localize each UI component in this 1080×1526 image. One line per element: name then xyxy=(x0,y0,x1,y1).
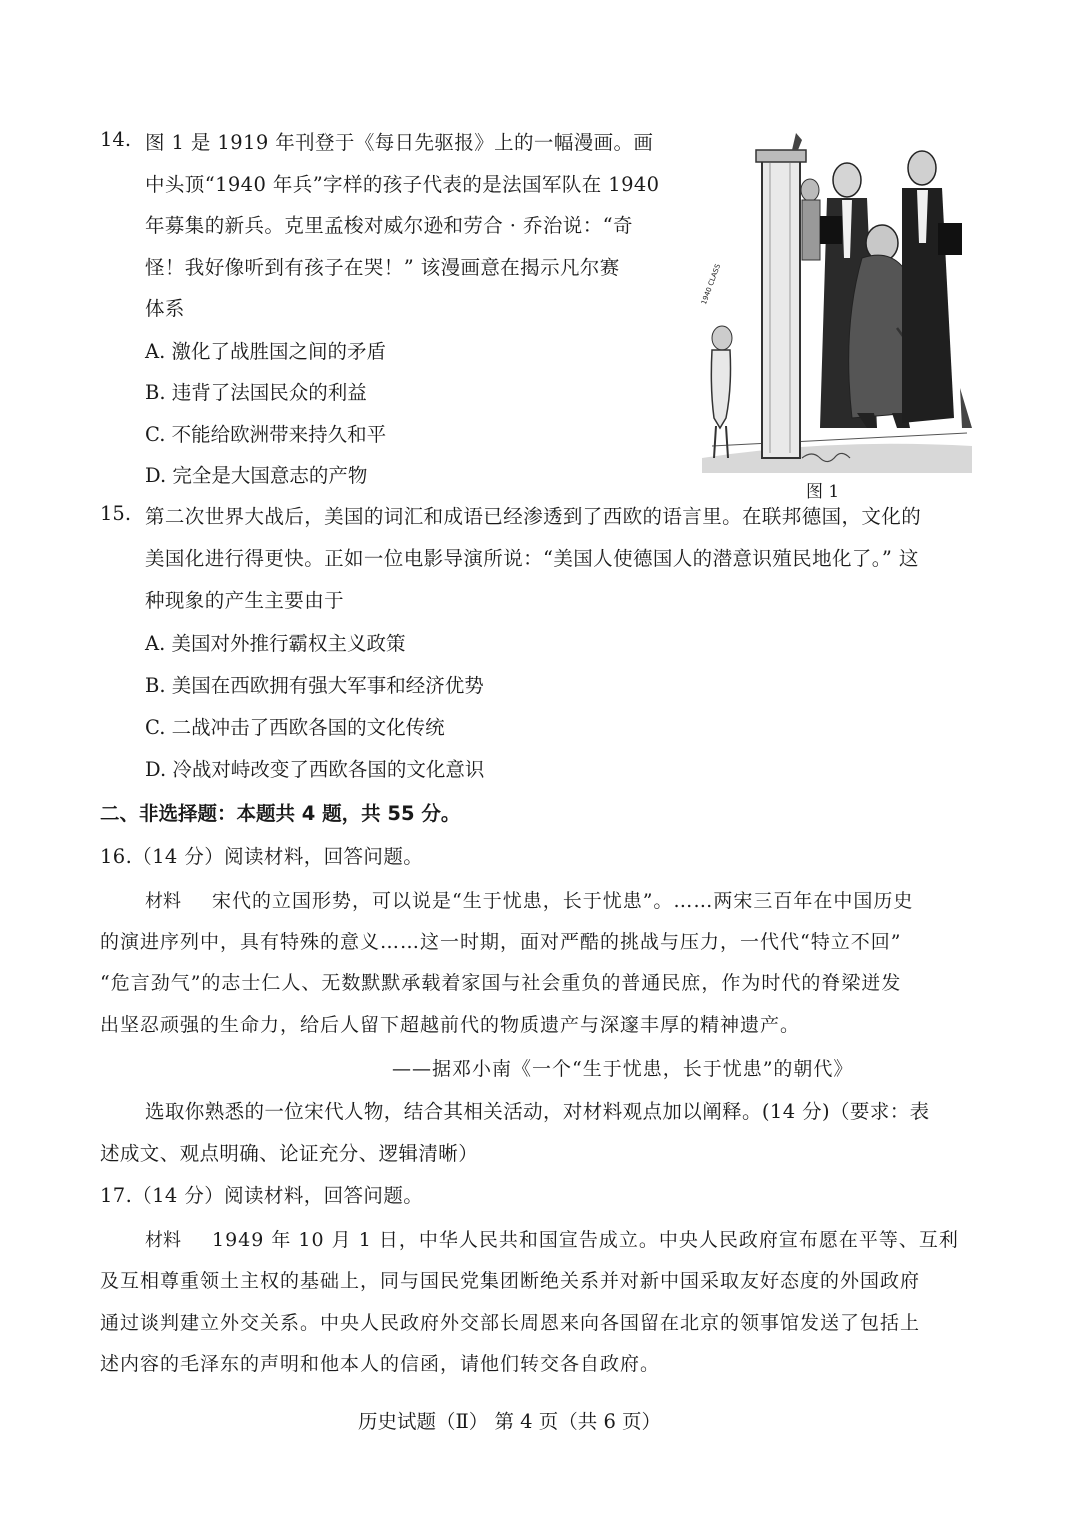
cartoon-child-label: 1940 CLASS xyxy=(700,262,723,306)
q16-material-line-2: 的演进序列中，具有特殊的意义……这一时期，面对严酷的挑战与压力，一代代“特立不回” xyxy=(100,931,902,953)
q17-material-line-2: 及互相尊重领土主权的基础上，同与国民党集团断绝关系并对新中国采取友好态度的外国政府 xyxy=(100,1270,921,1292)
q15-option-a[interactable]: A. 美国对外推行霸权主义政策 xyxy=(145,632,406,655)
q15-option-c[interactable]: C. 二战冲击了西欧各国的文化传统 xyxy=(145,716,445,739)
q16-material-line-3: “危言劲气”的志士仁人、无数默默承载着家国与社会重负的普通民庶，作为时代的脊梁迸发 xyxy=(100,972,902,994)
q17-material-line-1: 1949 年 10 月 1 日，中华人民共和国宣告成立。中央人民政府宣布愿在平等、互利 xyxy=(212,1229,959,1251)
q16-source: ——据邓小南《一个“生于忧患，长于忧患”的朝代》 xyxy=(392,1058,854,1080)
q15-line-3: 种现象的产生主要由于 xyxy=(145,589,345,612)
q15-option-d[interactable]: D. 冷战对峙改变了西欧各国的文化意识 xyxy=(145,758,485,781)
q14-line-5: 体系 xyxy=(145,297,185,320)
q16-material-line-4: 出坚忍顽强的生命力，给后人留下超越前代的物质遗产与深邃丰厚的精神遗产。 xyxy=(100,1014,801,1036)
q14-line-4: 怪！我好像听到有孩子在哭！” 该漫画意在揭示凡尔赛 xyxy=(145,256,620,279)
q17-material-label: 材料 xyxy=(145,1230,181,1251)
q15-option-b[interactable]: B. 美国在西欧拥有强大军事和经济优势 xyxy=(145,674,484,697)
q16-header: 16.（14 分）阅读材料，回答问题。 xyxy=(100,845,424,868)
q16-material-line-1: 宋代的立国形势，可以说是“生于忧患，长于忧患”。……两宋三百年在中国历史 xyxy=(212,890,914,912)
q14-line-2: 中头顶“1940 年兵”字样的孩子代表的是法国军队在 1940 xyxy=(145,173,660,196)
cartoon-illustration xyxy=(692,128,977,473)
page-footer: 历史试题（Ⅱ） 第 4 页（共 6 页） xyxy=(358,1410,662,1433)
q15-line-2: 美国化进行得更快。正如一位电影导演所说：“美国人使德国人的潜意识殖民地化了。” 这 xyxy=(145,547,919,570)
q14-line-3: 年募集的新兵。克里孟梭对威尔逊和劳合 · 乔治说：“奇 xyxy=(145,214,633,237)
q17-material-line-3: 通过谈判建立外交关系。中央人民政府外交部长周恩来向各国留在北京的领事馆发送了包括上 xyxy=(100,1312,921,1334)
q14-line-1: 图 1 是 1919 年刊登于《每日先驱报》上的一幅漫画。画 xyxy=(145,131,654,154)
q14-option-c[interactable]: C. 不能给欧洲带来持久和平 xyxy=(145,423,387,446)
q15-line-1: 第二次世界大战后，美国的词汇和成语已经渗透到了西欧的语言里。在联邦德国，文化的 xyxy=(145,505,922,528)
q14-option-b[interactable]: B. 违背了法国民众的利益 xyxy=(145,381,367,404)
figure-caption: 图 1 xyxy=(806,482,840,502)
q15-number: 15. xyxy=(100,502,132,525)
q14-option-a[interactable]: A. 激化了战胜国之间的矛盾 xyxy=(145,340,386,363)
cartoon-figure xyxy=(692,128,977,473)
q14-number: 14. xyxy=(100,128,132,151)
q14-option-d[interactable]: D. 完全是大国意志的产物 xyxy=(145,464,368,487)
section-2-title: 二、非选择题：本题共 4 题，共 55 分。 xyxy=(100,802,461,825)
q16-task-line-1: 选取你熟悉的一位宋代人物，结合其相关活动，对材料观点加以阐释。(14 分)（要求：表 xyxy=(145,1100,930,1123)
q17-material-line-4: 述内容的毛泽东的声明和他本人的信函，请他们转交各自政府。 xyxy=(100,1353,661,1375)
q16-task-line-2: 述成文、观点明确、论证充分、逻辑清晰） xyxy=(100,1142,479,1165)
q16-material-label: 材料 xyxy=(145,891,181,912)
q17-header: 17.（14 分）阅读材料，回答问题。 xyxy=(100,1184,424,1207)
